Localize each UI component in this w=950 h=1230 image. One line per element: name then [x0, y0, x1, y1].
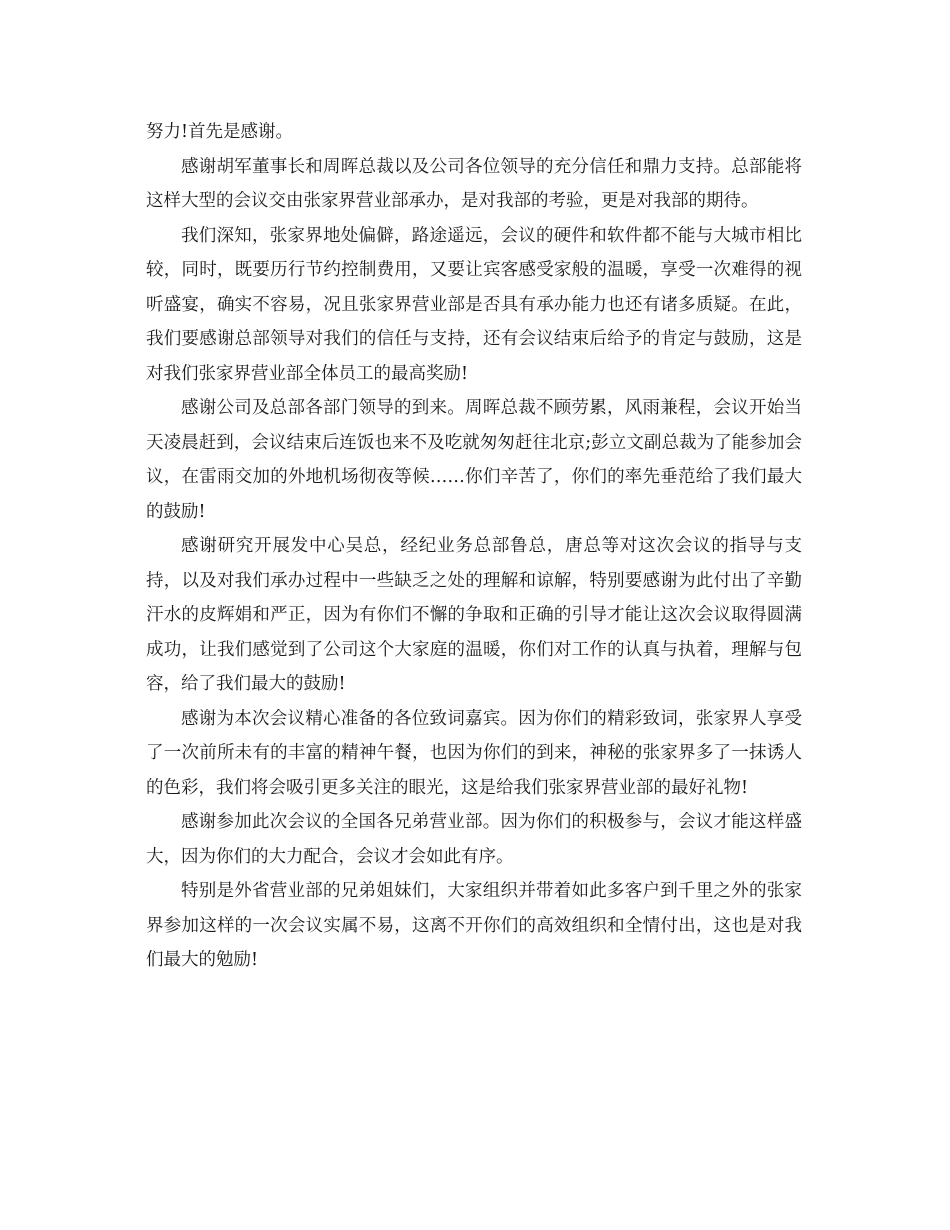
paragraph: 感谢为本次会议精心准备的各位致词嘉宾。因为你们的精彩致词，张家界人享受了一次前所未有的丰富的精神午餐，也因为你们的到来，神秘的张家界多了一抹诱人的色彩，我们将会吸引更多关注的眼光，这是给我们张家界营业部的最好礼物!: [146, 708, 802, 798]
paragraph: 我们深知，张家界地处偏僻，路途遥远，会议的硬件和软件都不能与大城市相比较，同时，既要历行节约控制费用，又要让宾客感受家般的温暖，享受一次难得的视听盛宴，确实不容易，况且张家界营业部是否具有承办能力也还有诸多质疑。在此，我们要感谢总部领导对我们的信任与支持，还有会议结束后给予的肯定与鼓励，这是对我们张家界营业部全体员工的最高奖励!: [146, 225, 802, 384]
paragraph: 感谢胡军董事长和周晖总裁以及公司各位领导的充分信任和鼎力支持。总部能将这样大型的会议交由张家界营业部承办，是对我部的考验，更是对我部的期待。: [146, 156, 802, 211]
paragraph: 感谢研究开展发中心吴总，经纪业务总部鲁总，唐总等对这次会议的指导与支持，以及对我们承办过程中一些缺乏之处的理解和谅解，特别要感谢为此付出了辛勤汗水的皮辉娟和严正，因为有你们不懈的争取和正确的引导才能让这次会议取得圆满成功，让我们感觉到了公司这个大家庭的温暖，你们对工作的认真与执着，理解与包容，给了我们最大的鼓励!: [146, 536, 802, 694]
document-body: [146, 115, 802, 978]
paragraph: 特别是外省营业部的兄弟姐妹们，大家组织并带着如此多客户到千里之外的张家界参加这样的一次会议实属不易，这离不开你们的高效组织和全情付出，这也是对我们最大的勉励!: [146, 881, 802, 970]
paragraph: 努力!首先是感谢。: [146, 122, 294, 142]
paragraph: 感谢公司及总部各部门领导的到来。周晖总裁不顾劳累，风雨兼程，会议开始当天凌晨赶到，会议结束后连饭也来不及吃就匆匆赶往北京;彭立文副总裁为了能参加会议，在雷雨交加的外地机场彻夜等候……你们辛苦了，你们的率先垂范给了我们最大的鼓励!: [146, 398, 802, 522]
paragraph: 感谢参加此次会议的全国各兄弟营业部。因为你们的积极参与，会议才能这样盛大，因为你们的大力配合，会议才会如此有序。: [146, 812, 802, 867]
